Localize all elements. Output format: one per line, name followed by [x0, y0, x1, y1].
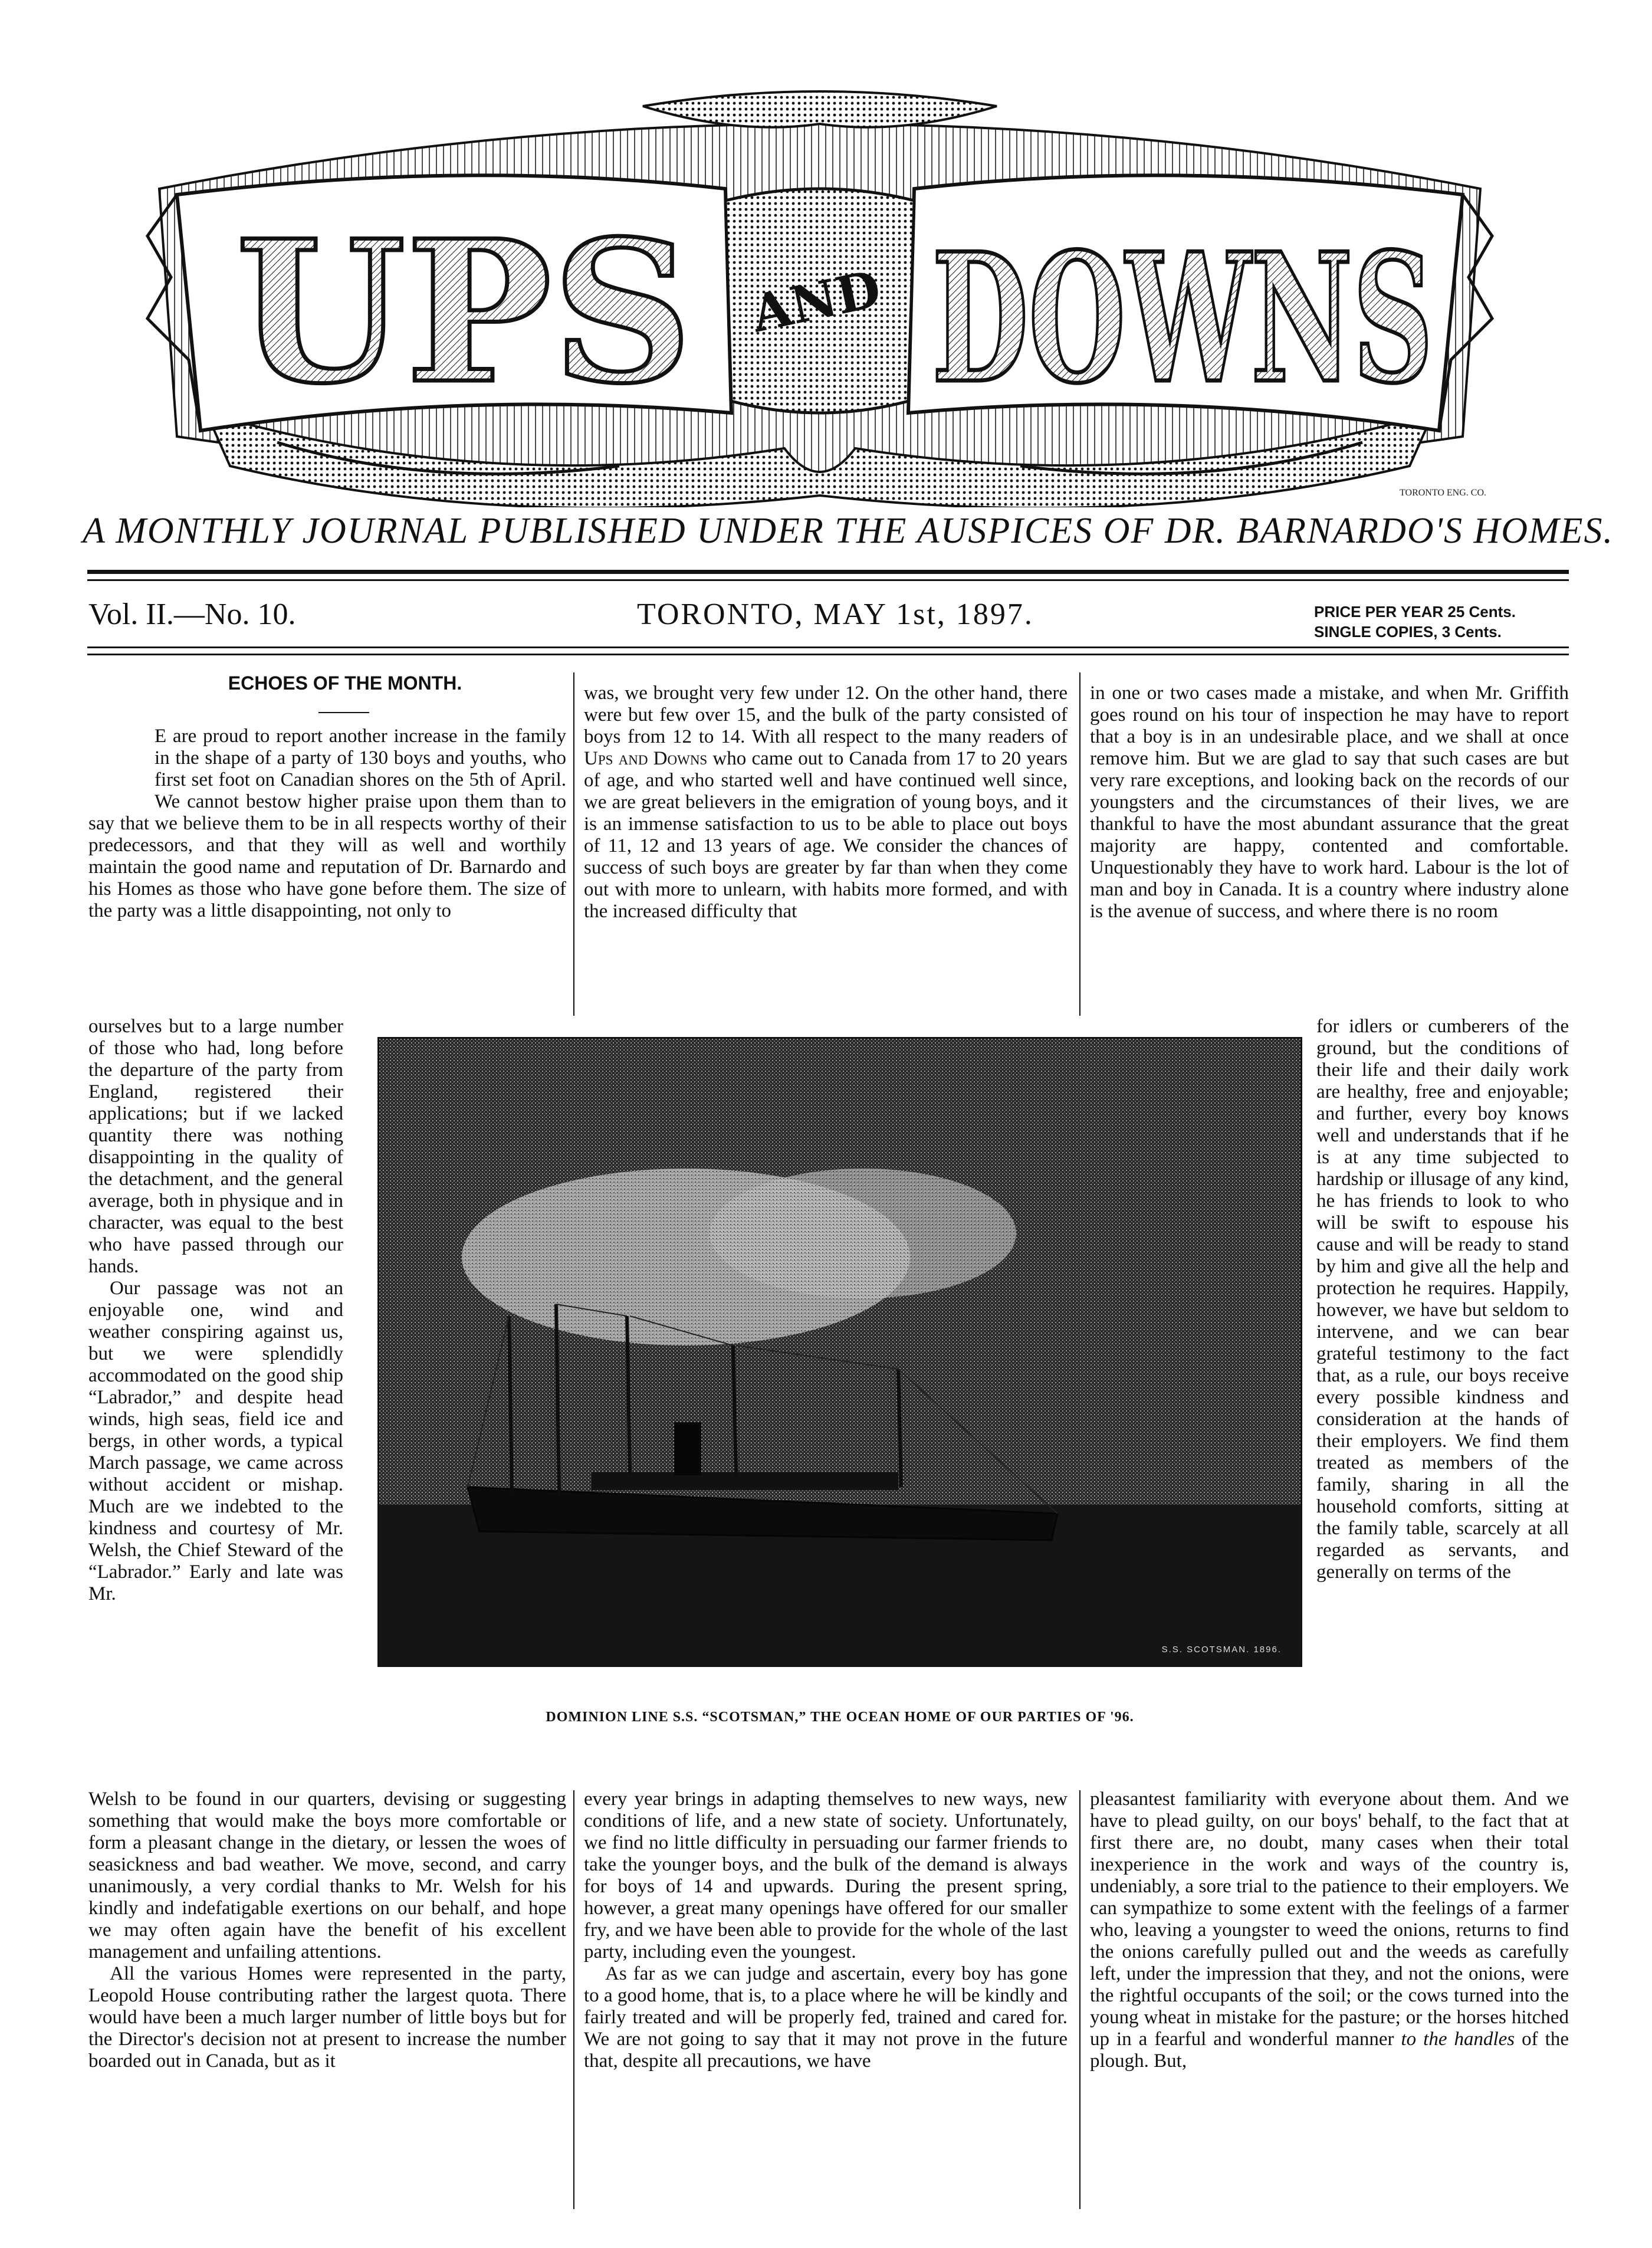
header-rule-top — [87, 570, 1569, 574]
article-column-2-bottom — [584, 1788, 1068, 2211]
article-paragraph — [1090, 1788, 1569, 2072]
header-rule-bottom — [87, 646, 1569, 648]
article-text: was, we brought very few under 12. On the other hand, there were but few over 15, and the bulk of the party consisted of boys from 12 to 14. With all respect to the many readers of — [584, 682, 1068, 747]
article-text: pleasantest familiarity with everyone about them. And we have to plead guilty, on our boys' behalf, to the fact that at first there are, no doubt, many cases when their total inexperience in the work and ways of the country is, undeniably, a sore trial to the patience to their employers. We can sympathize to some extent with the feelings of a farmer who, leaving a youngster to weed the onions, returns to find the onions carefully pulled out and the weeds as carefully left, under the impression that they, and not the onions, were the rightful occupants of the soil; or the cows turned into the young wheat in mistake for the pasture; or the horses hitched up in a fearful and wonderful manner — [1090, 1788, 1569, 2050]
price-single-copy: SINGLE COPIES, 3 Cents. — [1314, 623, 1502, 641]
masthead-title-right: DOWNS — [932, 214, 1433, 422]
photo-stamp: S.S. SCOTSMAN. 1896. — [1161, 1645, 1282, 1655]
volume-number: Vol. II.—No. 10. — [88, 598, 296, 631]
ship-photograph — [377, 1037, 1302, 1667]
article-column-1-bottom — [88, 1788, 566, 2211]
masthead-title-left: UPS — [236, 198, 693, 426]
masthead-title-middle: AND — [746, 258, 886, 344]
heading-rule — [318, 712, 369, 713]
article-paragraph: for idlers or cumberers of the ground, but the conditions of their life and their daily work are healthy, free and enjoyable; and further, every boy knows well and understands that if he is at any time subjected to hardship or illusage of any kind, he has friends to look to who will be swift to espouse his cause and will be ready to stand by him and give all the help and protection he requires. Happily, however, we have but seldom to intervene, and we can bear grateful testimony to the fact that, as a rule, our boys receive every possible kindness and consideration at the hands of their employers. We find them treated as members of the family, sharing in all the household comforts, sitting at the family table, scarcely at all regarded as servants, and generally on terms of the — [1316, 1016, 1569, 1583]
photo-caption: DOMINION LINE S.S. “SCOTSMAN,” THE OCEAN HOME OF OUR PARTIES OF '96. — [546, 1709, 1134, 1725]
article-paragraph: every year brings in adapting themselves to new ways, new conditions of life, and a new state of society. Unfortunately, we find no little difficulty in persuading our farmer friends to take the younger boys, and the bulk of the demand is always for boys of 14 and upwards. During the present spring, however, a great many openings have offered for our smaller fry, and we have been able to provide for the whole of the last party, including even the youngest. — [584, 1788, 1068, 1963]
article-paragraph — [584, 682, 1068, 923]
article-column-3-bottom — [1090, 1788, 1569, 2211]
masthead — [136, 83, 1504, 507]
column-rule — [1079, 672, 1080, 1016]
article-paragraph: All the various Homes were represented in the party, Leopold House contributing rather the largest quota. There would have been a much larger number of little boys but for the Director's decision not at present to increase the number boarded out in Canada, but as it — [88, 1963, 566, 2072]
column-rule — [1079, 1790, 1080, 2209]
price-per-year: PRICE PER YEAR 25 Cents. — [1314, 603, 1516, 621]
column-rule — [573, 1790, 574, 2209]
price-box — [1314, 602, 1516, 642]
article-paragraph: E are proud to report another increase in the family in the shape of a party of 130 boys and youths, who first set foot on Canadian shores on the 5th of April. We cannot bestow higher praise upon them than to say that we believe them to be in all respects worthy of their predecessors, and that they will as well and worthily maintain the good name and reputation of Dr. Barnardo and his Homes as those who have gone before them. The size of the party was a little disappointing, not only to — [88, 726, 566, 921]
article-paragraph: in one or two cases made a mistake, and when Mr. Griffith goes round on his tour of inspection he may have to report that a boy is in an undesirable place, and we shall at once remove him. But we are glad to say that such cases are but very rare exceptions, and looking back on the records of our youngsters and the circumstances of their lives, we are thankful to have the most abundant assurance that the great majority are happy, contented and comfortable. Unquestionably they have to work hard. Labour is the lot of man and boy in Canada. It is a country where industry alone is the avenue of success, and where there is no room — [1090, 682, 1569, 922]
article-text: who came out to Canada from 17 to 20 years of age, and who started well and have continued well since, we are great believers in the emigration of young boys, and it is an immense satisfaction to us to be able to place out boys of 11, 12 and 13 years of age. We consider the chances of success of such boys are greater by far than when they come out with more to unlearn, with habits more formed, and with the increased difficulty that — [584, 748, 1068, 922]
article-paragraph: Our passage was not an enjoyable one, wind and weather conspiring against us, but we were splendidly accommodated on the good ship “Labrador,” and despite head winds, high seas, field ice and bergs, in other words, a typical March passage, we came across without accident or mishap. Much are we indebted to the kindness and courtesy of Mr. Welsh, the Chief Steward of the “Labrador.” Early and late was Mr. — [88, 1278, 343, 1604]
article-text: of the plough. But, — [1090, 2029, 1569, 2072]
article-column-3-top — [1090, 682, 1569, 1017]
article-paragraph: Welsh to be found in our quarters, devising or suggesting something that would make the boys more comfortable or form a pleasant change in the dietary, or lessen the woes of seasickness and bad weather. We move, second, and carry unanimously, a very cordial thanks to Mr. Welsh for his kindly and indefatigable exertions on our behalf, and hope we may often again have the benefit of his excellent management and unfailing attentions. — [88, 1788, 566, 1963]
article-column-2-top — [584, 682, 1068, 1017]
article-paragraph: As far as we can judge and ascertain, every boy has gone to a good home, that is, to a place where he will be kindly and fairly treated and will be properly fed, trained and cared for. We are not going to say that it may not prove in the future that, despite all precautions, we have — [584, 1963, 1068, 2072]
header-rule-top-thin — [87, 579, 1569, 581]
dateline: TORONTO, MAY 1st, 1897. — [637, 598, 1034, 631]
article-column-3-middle — [1316, 1016, 1569, 1790]
ship-photograph-image — [379, 1039, 1300, 1665]
article-column-1-middle — [88, 1016, 343, 1790]
header-rule-bottom-thin — [87, 654, 1569, 655]
publication-name: Ups and Downs — [584, 748, 708, 769]
column-rule — [573, 672, 574, 1016]
article-column-1-top — [88, 726, 566, 1017]
engraver-mark: TORONTO ENG. CO. — [1400, 488, 1486, 498]
masthead-illustration — [136, 83, 1504, 507]
article-heading: ECHOES OF THE MONTH. — [228, 672, 462, 694]
article-italic-text: to the handles — [1401, 2029, 1515, 2050]
article-paragraph: ourselves but to a large number of those who had, long before the departure of the party from England, registered their applications; but if we lacked quantity there was nothing disappointing in the quality of the detachment, and the general average, both in physique and in character, was equal to the best who have passed through our hands. — [88, 1016, 343, 1277]
masthead-subtitle: A MONTHLY JOURNAL PUBLISHED UNDER THE AUSPICES OF DR. BARNARDO'S HOMES. — [83, 511, 1614, 551]
